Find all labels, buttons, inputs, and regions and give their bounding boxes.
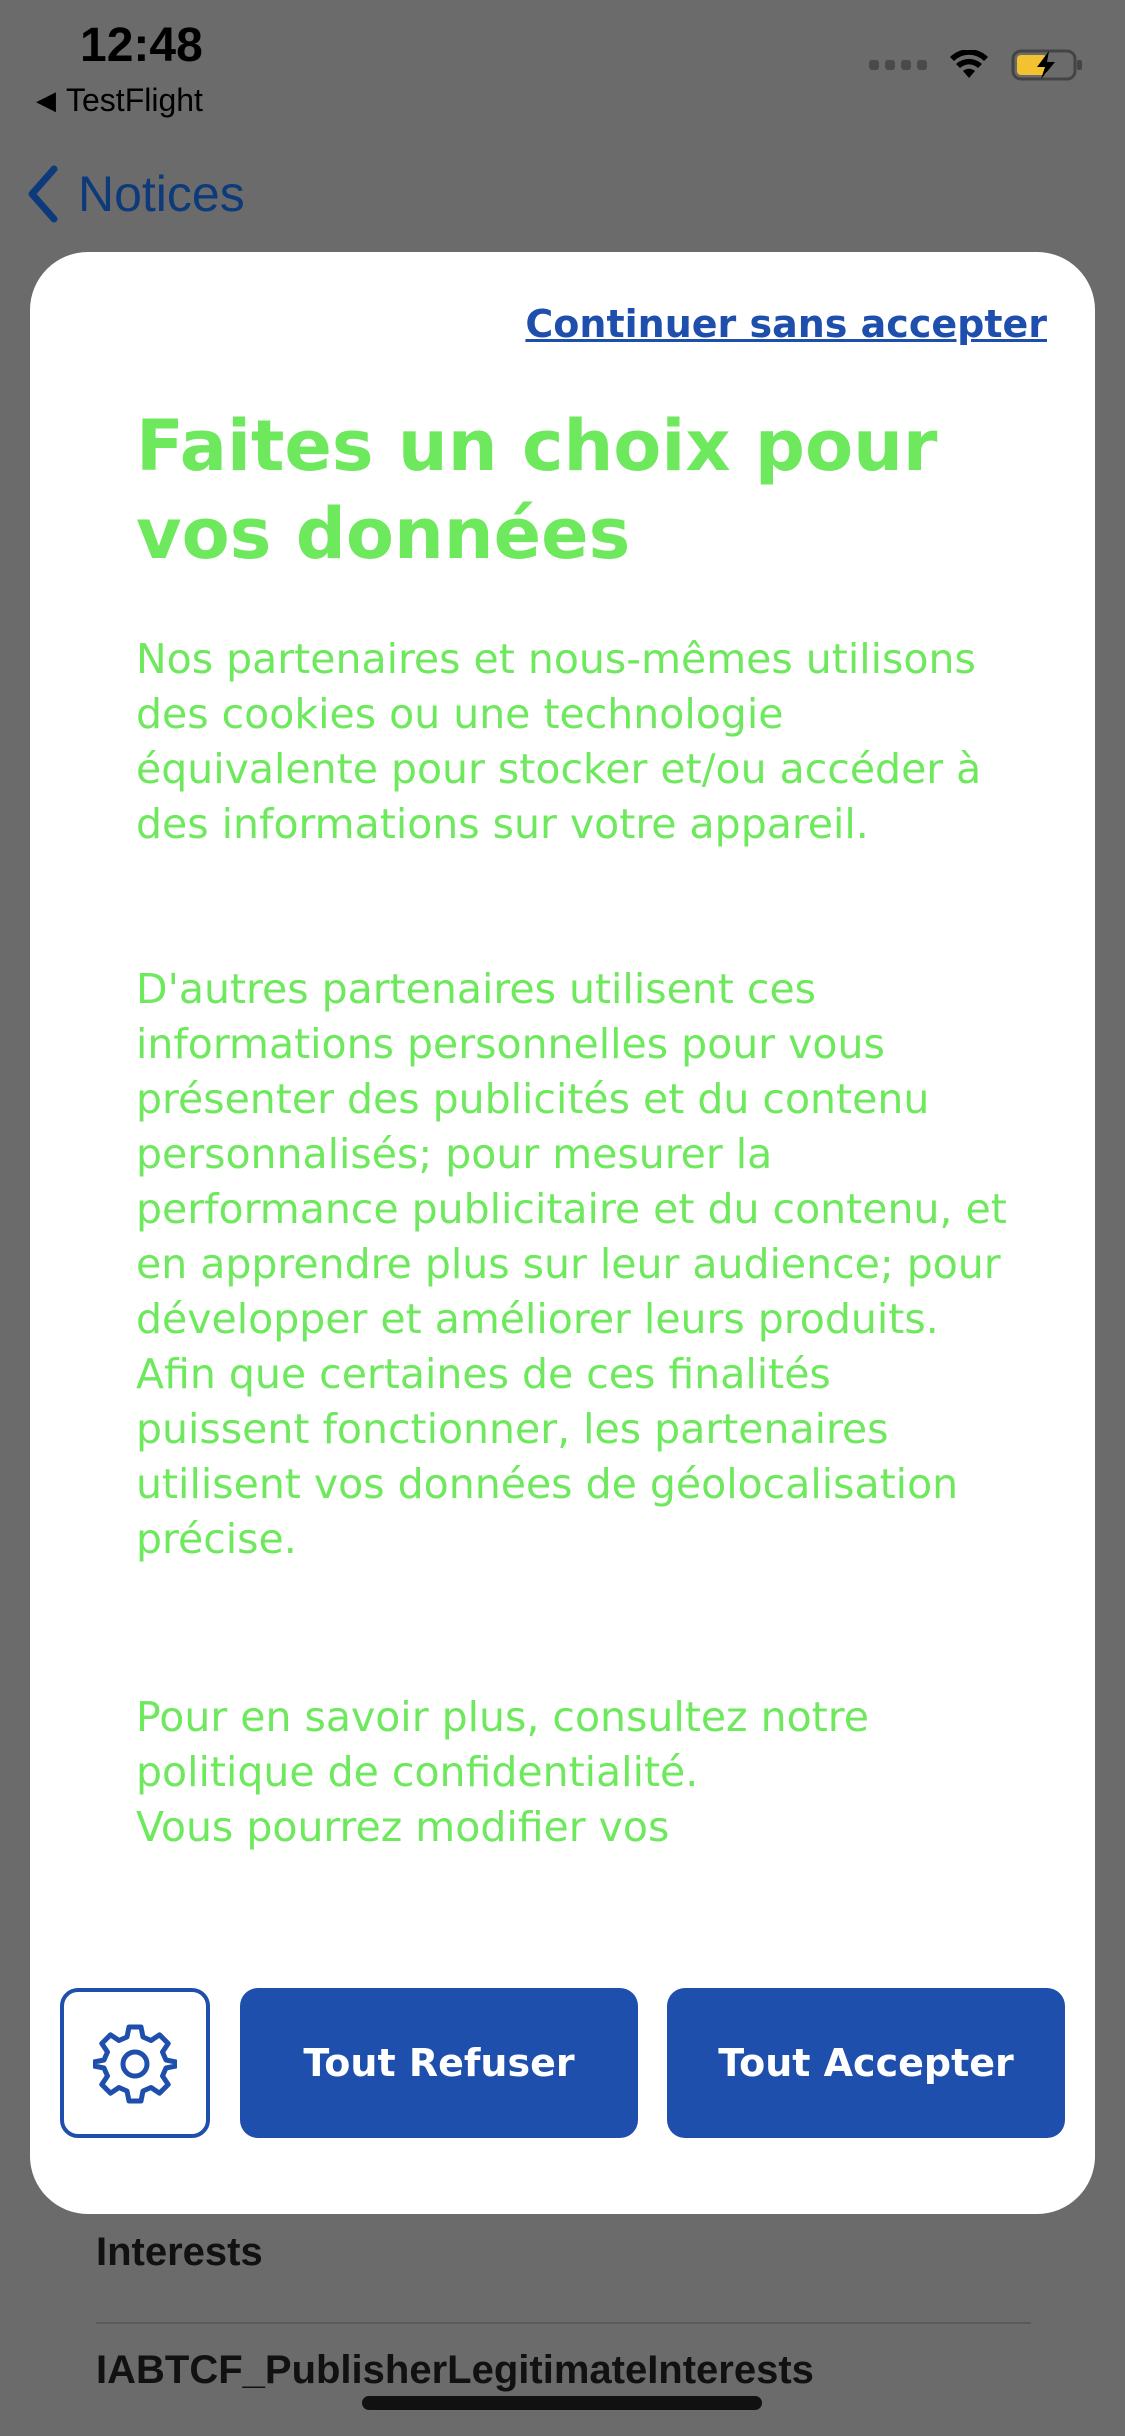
gear-icon xyxy=(93,2021,177,2105)
privacy-paragraph: Pour en savoir plus, consultez notre politique de confidentialité. xyxy=(136,1693,869,1796)
status-icons xyxy=(869,48,1085,82)
back-app-label: TestFlight xyxy=(66,82,203,118)
wifi-icon xyxy=(949,50,989,80)
nav-back-button[interactable] xyxy=(26,165,245,223)
status-time: 12:48 xyxy=(80,19,203,72)
modal-actions xyxy=(60,1988,1065,2138)
modal-title: Faites un choix pour vos données xyxy=(136,405,938,575)
consent-modal xyxy=(30,252,1095,2214)
back-triangle-icon: ◀ xyxy=(36,85,56,115)
battery-charging-icon xyxy=(1011,48,1085,82)
list-item[interactable]: Interests xyxy=(96,2230,263,2274)
accept-all-button[interactable]: Tout Accepter xyxy=(667,1988,1065,2138)
home-indicator xyxy=(362,2396,762,2410)
settings-button[interactable] xyxy=(60,1988,210,2138)
consent-paragraph: Nos partenaires et nous-mêmes utilisons des cookies ou une technologie équivalente pour stocker et/ou accéder à des informations sur votre appareil. xyxy=(136,635,982,848)
cellular-signal-icon xyxy=(869,60,927,70)
back-to-app-link[interactable] xyxy=(36,82,203,119)
consent-paragraph: Vous pourrez modifier vos xyxy=(136,1803,670,1851)
continue-without-accepting-link[interactable]: Continuer sans accepter xyxy=(525,302,1047,346)
list-item[interactable]: IABTCF_PublisherLegitimateInterests xyxy=(96,2348,814,2392)
nav-back-label: Notices xyxy=(78,166,245,222)
refuse-all-button[interactable]: Tout Refuser xyxy=(240,1988,638,2138)
list-divider xyxy=(96,2322,1031,2324)
consent-paragraph: D'autres partenaires utilisent ces informations personnelles pour vous présenter des publicités et du contenu personnalisés; pour mesurer la performance publicitaire et du contenu, et en apprendre plus sur leur audience; pour développer et améliorer leurs produits. Afin que certaines de ces finalités puissent fonctionner, les partenaires utilisent vos données de géolocalisation précise. xyxy=(136,965,1007,1563)
chevron-left-icon xyxy=(26,165,60,223)
